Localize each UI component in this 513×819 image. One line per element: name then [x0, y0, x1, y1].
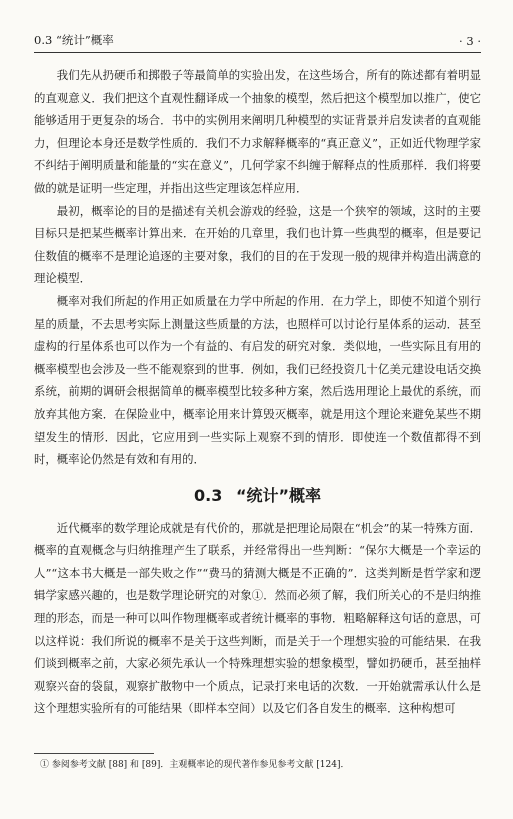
page-body [34, 64, 481, 720]
running-header [34, 30, 481, 53]
paragraph: 我们先从扔硬币和掷骰子等最简单的实验出发，在这些场合，所有的陈述都有着明显的直观意义．我们把这个直观性翻译成一个抽象的模型，然后把这个模型加以推广，使它能够适用于更复杂的场合．书中的实例用来阐明几种模型的实证背景并启发读者的直观能力，但理论本身还是数学性质的．我们不力求解释概率的“真正意义”，正如近代物理学家不纠结于阐明质量和能量的“实在意义”，几何学家不纠缠于解释点的性质那样．我们将要做的就是证明一些定理，并指出这些定理该怎样应用． [34, 68, 481, 195]
footnote: ① 参阅参考文献 [88] 和 [89]．主观概率论的现代著作参见参考文献 [124]． [40, 760, 350, 770]
footnote-divider [34, 753, 154, 754]
paragraph: 最初，概率论的目的是描述有关机会游戏的经验，这是一个狭窄的领域，这时的主要目标只是把某些概率计算出来．在开始的几章里，我们也计算一些典型的概率，但是要记住数值的概率不是理论追逐的主要对象，我们的目的在于发现一般的规律并构造出满意的理论模型． [34, 203, 481, 286]
paragraph: 近代概率的数学理论成就是有代价的，那就是把理论局限在“机会”的某一特殊方面．概率的直观概念与归纳推理产生了联系，并经常得出一些判断：“保尔大概是一个幸运的人”“这本书大概是一部失败之作”“费马的猜测大概是不正确的”．这类判断是哲学家和逻辑学家感兴趣的，也是数学理论研究的对象①．然而必须了解，我们所关心的不是归纳推理的形态，而是一种可以叫作物理概率或者统计概率的事物．粗略解释这句话的意思，可以这样说：我们所说的概率不是关于这些判断，而是关于一个理想实验的可能结果．在我们谈到概率之前，大家必须先承认一个特殊理想实验的想象模型，譬如扔硬币，甚至抽样观察兴奋的袋鼠，观察扩散物中一个质点，记录打来电话的次数．一开始就需承认什么是这个理想实验所有的可能结果（即样本空间）以及它们各自发生的概率．这种构想可 [34, 520, 481, 716]
paragraph: 概率对我们所起的作用正如质量在力学中所起的作用．在力学上，即使不知道个别行星的质量，不去思考实际上测量这些质量的方法，也照样可以讨论行星体系的运动．甚至虚构的行星体系也可以作为一个有益的、有启发的研究对象．类似地，一些实际且有用的概率模型也会涉及一些不能观察到的世事．例如，我们已经投资几十亿美元建设电话交换系统，前期的调研会根据简单的概率模型比较多种方案，然后选用理论上最优的系统，而放弃其他方案．在保险业中，概率论用来计算毁灭概率，就是用这个理论来避免某些不期望发生的情形．因此，它应用到一些实际上观察不到的情形．即使连一个数值都得不到时，概率论仍然是有效和有用的． [34, 293, 481, 467]
page-number: · 3 · [459, 34, 481, 48]
section-title: “统计”概率 [235, 485, 321, 505]
section-heading [34, 485, 481, 507]
section-number: 0.3 [194, 485, 223, 505]
header-section-title: 0.3 “统计”概率 [34, 33, 114, 47]
